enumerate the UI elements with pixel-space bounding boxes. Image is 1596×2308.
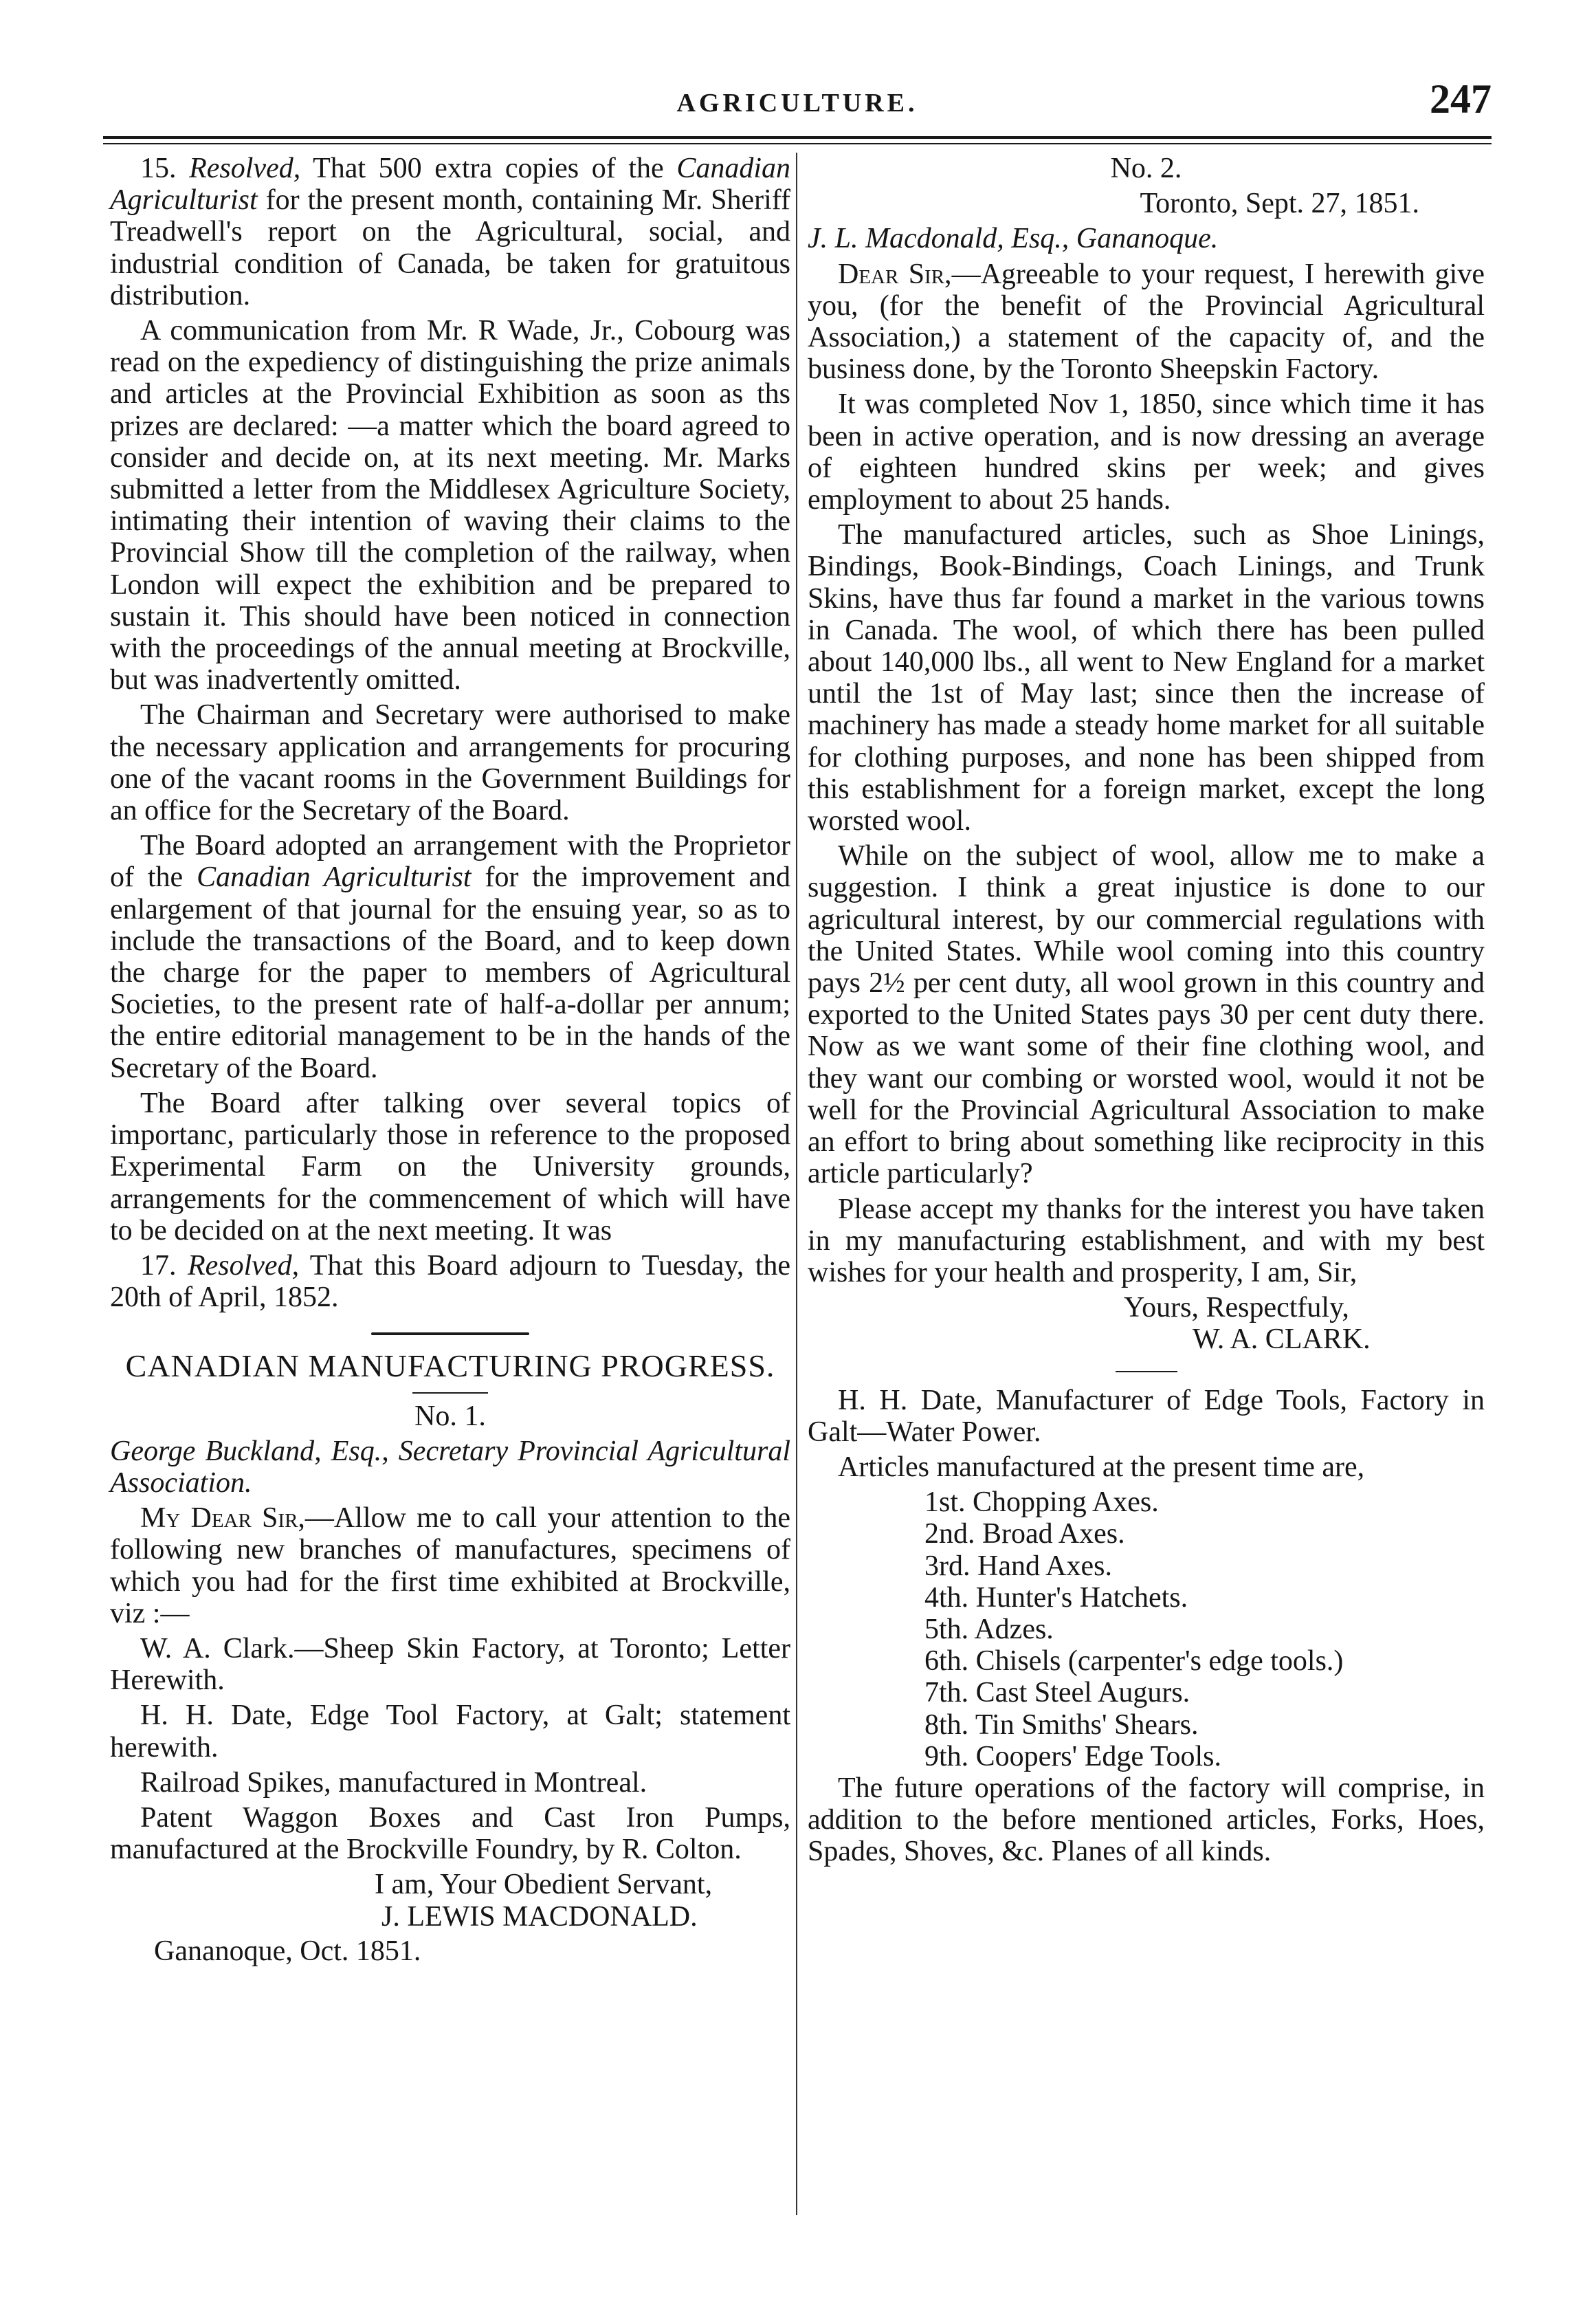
- letter-text: —Allow me to call your attention to the following new branches of manufactures, specimens of which you had for the first time exhibited at Brockville, viz :—: [110, 1502, 790, 1629]
- list-item: 5th. Adzes.: [924, 1613, 1054, 1645]
- resolved-word: Resolved,: [187, 1249, 300, 1282]
- letter-2-place-date: Toronto, Sept. 27, 1851.: [1140, 188, 1419, 220]
- left-column: [110, 153, 790, 1967]
- resolution-text: for the present month, containing Mr. Sheriff Treadwell's report on the Agricultural, social, and industrial condition of Canada, be taken for gratuitous distribution.: [110, 184, 790, 311]
- item-date: H. H. Date, Edge Tool Factory, at Galt; statement herewith.: [110, 1700, 790, 1763]
- letter-number-2: No. 2.: [1110, 153, 1182, 184]
- list-item: 9th. Coopers' Edge Tools.: [924, 1740, 1221, 1772]
- resolution-number: 17.: [140, 1249, 177, 1282]
- paragraph-completed: It was completed Nov 1, 1850, since which time it has been in active operation, and is now dressing an average of eighteen hundred skins per week; and gives employment to about 25 hands.: [808, 388, 1485, 516]
- resolution-15: [110, 153, 790, 311]
- paragraph-wade-communication: A communication from Mr. R Wade, Jr., Cobourg was read on the expediency of distinguishing the prize animals and articles at the Provincial Exhibition as soon as ths prizes are declared: —a matter which the board agreed to consider and decide on, at its next meeting. Mr. Marks submitted a letter from the Middlesex Agriculture Society, intimating their intention of waving their claims to the Provincial Show till the completion of the railway, when London will expect the exhibition and be prepared to sustain it. This should have been noticed in connection with the proceedings of the annual meeting at Brockville, but was inadvertently omitted.: [110, 315, 790, 696]
- list-item: 3rd. Hand Axes.: [924, 1550, 1112, 1582]
- publication-title: Canadian Agriculturist: [110, 153, 790, 217]
- list-item: 2nd. Broad Axes.: [924, 1518, 1125, 1550]
- letter-2-addressee: J. L. Macdonald, Esq., Gananoque.: [808, 223, 1219, 255]
- letter-2-closing: Yours, Respectfuly,: [1124, 1292, 1349, 1324]
- item-clark: W. A. Clark.—Sheep Skin Factory, at Toronto; Letter Herewith.: [110, 1632, 790, 1697]
- resolution-text: That 500 extra copies of the: [300, 153, 677, 184]
- section-ornament-rule: [371, 1332, 529, 1335]
- letter-number-1: No. 1.: [414, 1400, 486, 1432]
- salutation: Dear Sir,: [838, 258, 952, 290]
- separator-rule: [1116, 1371, 1177, 1372]
- letter-1-closing: I am, Your Obedient Servant,: [375, 1869, 713, 1901]
- running-title: AGRICULTURE.: [676, 89, 918, 118]
- paragraph-articles: The manufactured articles, such as Shoe Linings, Bindings, Book-Bindings, Coach Linings, and Trunk Skins, have thus far found a market in the various towns in Canada. The wool, of which there has been pulled about 140,000 lbs., all went to New England for a market until the 1st of May last; since then the increase of machinery has made a steady home market for all suitable for clothing purposes, and none has been shipped from this establishment for a foreign market, except the long worsted wool.: [808, 519, 1485, 837]
- paragraph-wool: While on the subject of wool, allow me to make a suggestion. I think a great injustice is done to our agricultural interest, by our commercial regulations with the United States. While wool coming into this country pays 2½ per cent duty, all wool grown in this country and exported to the United States pays 30 per cent duty there. Now as we want some of their fine clothing wool, and they want our combing or worsted wool, would it not be well for the Provincial Agricultural Association to make an effort to bring about something like reciprocity in this article particularly?: [808, 840, 1485, 1190]
- item-waggon: Patent Waggon Boxes and Cast Iron Pumps, manufactured at the Brockville Foundry, by R. Colton.: [110, 1801, 790, 1866]
- letter-1-opening: [110, 1502, 790, 1629]
- letter-2-opening: [808, 259, 1485, 386]
- list-item: 7th. Cast Steel Augurs.: [924, 1677, 1190, 1709]
- salutation: My Dear Sir,: [140, 1502, 305, 1535]
- resolution-number: 15.: [140, 153, 177, 184]
- paragraph-board-arrangement: [110, 830, 790, 1084]
- letter-1-addressee: George Buckland, Esq., Secretary Provincial Agricultural Association.: [110, 1435, 790, 1499]
- letter-1-signature: J. LEWIS MACDONALD.: [381, 1900, 698, 1933]
- list-item: 4th. Hunter's Hatchets.: [924, 1581, 1188, 1614]
- date-factory-intro: H. H. Date, Manufacturer of Edge Tools, Factory in Galt—Water Power.: [808, 1384, 1485, 1448]
- header-rule-thin: [103, 143, 1492, 144]
- header-rule-thick: [103, 136, 1492, 139]
- paragraph-topics: The Board after talking over several topics of importanc, particularly those in reference to the proposed Experimental Farm on the University grounds, arrangements for the commencement of which will have to be decided on at the next meeting. It was: [110, 1087, 790, 1246]
- list-item: 6th. Chisels (carpenter's edge tools.): [924, 1645, 1344, 1678]
- list-item: 1st. Chopping Axes.: [924, 1486, 1159, 1519]
- letter-2-signature: W. A. CLARK.: [1193, 1323, 1371, 1356]
- resolved-word: Resolved,: [189, 153, 301, 184]
- column-divider: [796, 153, 797, 2215]
- paragraph-chairman: The Chairman and Secretary were authorised to make the necessary application and arrangements for procuring one of the vacant rooms in the Government Buildings for an office for the Secretary of the Board.: [110, 699, 790, 827]
- section-title: CANADIAN MANUFACTURING PROGRESS.: [125, 1348, 775, 1384]
- letter-1-dateline: Gananoque, Oct. 1851.: [154, 1935, 421, 1967]
- paragraph-text: The Board adopted an arrangement with the Proprietor of the: [110, 830, 790, 894]
- paragraph-text: for the improvement and enlargement of that journal for the ensuing year, so as to include the transactions of the Board, and to keep down the charge for the paper to members of Agricultural Societies, to the present rate of half-a-dollar per annum; the entire editorial management to be in the hands of the Secretary of the Board.: [110, 861, 791, 1084]
- page-number: 247: [1430, 76, 1492, 122]
- page-header: [103, 76, 1492, 136]
- right-column: [808, 153, 1485, 1871]
- publication-title: Canadian Agriculturist: [197, 861, 472, 894]
- resolution-text: That this Board adjourn to Tuesday, the 20th of April, 1852.: [110, 1249, 791, 1314]
- letter-text: —Agreeable to your request, I herewith give you, (for the benefit of the Provincial Agricultural Association,) a statement of the capacity of, and the business done, by the Toronto Sheepskin Factory.: [808, 258, 1485, 386]
- item-spikes: Railroad Spikes, manufactured in Montreal.: [140, 1766, 647, 1799]
- list-item: 8th. Tin Smiths' Shears.: [924, 1708, 1199, 1741]
- section-short-rule: [412, 1392, 488, 1394]
- paragraph-future-operations: The future operations of the factory will comprise, in addition to the before mentioned articles, Forks, Hoes, Spades, Shoves, &c. Planes of all kinds.: [808, 1772, 1485, 1868]
- resolution-17: [110, 1250, 790, 1313]
- tools-list: [924, 1486, 1485, 1772]
- articles-intro: Articles manufactured at the present time are,: [838, 1451, 1365, 1483]
- paragraph-thanks: Please accept my thanks for the interest you have taken in my manufacturing establishment, and with my best wishes for your health and prosperity, I am, Sir,: [808, 1193, 1485, 1288]
